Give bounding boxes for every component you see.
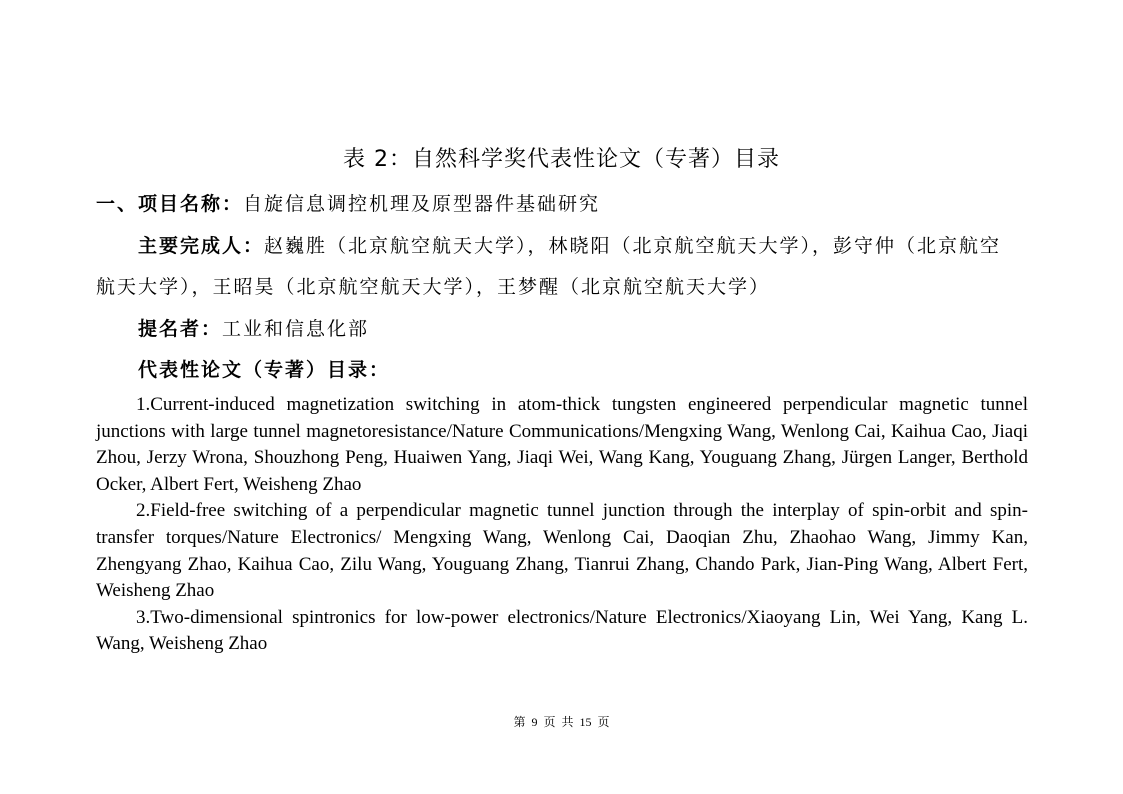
completers-line2: 航天大学），王昭昊（北京航空航天大学），王梦醒（北京航空航天大学）: [96, 276, 771, 298]
paper-item: 1.Current-induced magnetization switching in atom-thick tungsten engineered perpendicular magnetic tunnel junctions with large tunnel magnetoresistance/Nature Communications/Mengxing Wang, Wenlong Cai, Kaihua Cao, Jiaqi Zhou, Jerzy Wrona, Shouzhong Peng, Huaiwen Yang, Jiaqi Wei, Wang Kang, Youguang Zhang, Jürgen Langer, Berthold Ocker, Albert Fert, Weisheng Zhao: [96, 394, 1028, 495]
project-name-label: 一、项目名称：: [96, 193, 244, 215]
paper-item: 3.Two-dimensional spintronics for low-power electronics/Nature Electronics/Xiaoyang Lin, Wei Yang, Kang L. Wang, Weisheng Zhao: [96, 606, 1028, 655]
project-name-row: [96, 184, 600, 224]
nominator-value: 工业和信息化部: [222, 318, 370, 340]
completers-line1: 赵巍胜（北京航空航天大学），林晓阳（北京航空航天大学），彭守仲（北京航空: [264, 235, 1002, 257]
completers-row: [138, 226, 1001, 266]
completers-label: 主要完成人：: [138, 235, 265, 257]
nominator-row: [138, 309, 369, 349]
nominator-label: 提名者：: [138, 318, 223, 340]
paper-list: [96, 392, 1028, 658]
page-title: 表 2：自然科学奖代表性论文（专著）目录: [343, 147, 780, 172]
paper-item: 2.Field-free switching of a perpendicular magnetic tunnel junction through the interplay of spin-orbit and spin-transfer torques/Nature Electronics/ Mengxing Wang, Wenlong Cai, Daoqian Zhu, Zhaohao Wang, Jimmy Kan, Zhengyang Zhao, Kaihua Cao, Zilu Wang, Youguang Zhang, Tianrui Zhang, Chando Park, Jian-Ping Wang, Albert Fert, Weisheng Zhao: [96, 500, 1028, 602]
papers-heading: 代表性论文（专著）目录：: [138, 359, 391, 381]
completers-row-continued: [96, 267, 770, 307]
page-number-footer: 第 9 页 共 15 页: [513, 715, 610, 729]
project-name-value: 自旋信息调控机理及原型器件基础研究: [243, 193, 601, 215]
